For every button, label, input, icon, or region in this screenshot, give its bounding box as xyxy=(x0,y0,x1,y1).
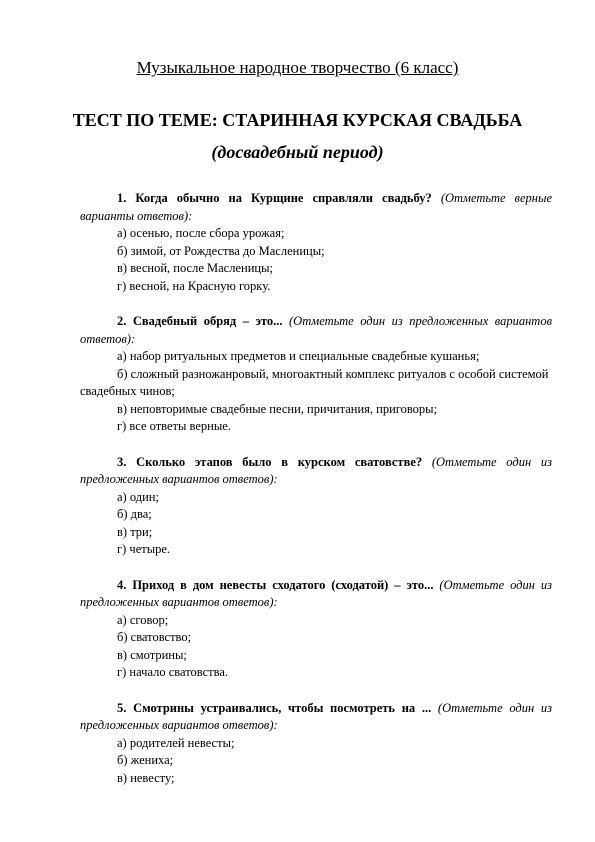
question-header xyxy=(80,700,552,735)
question-text: 2. Свадебный обряд – это... xyxy=(117,314,283,328)
test-title-main: ТЕСТ ПО ТЕМЕ: СТАРИННАЯ КУРСКАЯ СВАДЬБА xyxy=(72,110,523,130)
question-list xyxy=(80,190,553,805)
answer-option: г) начало сватовства. xyxy=(117,665,229,679)
answer-option: б) сложный разножанровый, многоактный комплекс ритуалов с особой системой свадебных чинов; xyxy=(80,366,549,398)
answer-option: б) сватовство; xyxy=(117,630,192,644)
answer-option: в) три; xyxy=(117,524,153,539)
question-text: 1. Когда обычно на Курщине справляли свадьбу? xyxy=(117,191,432,205)
question-5 xyxy=(80,700,552,788)
answer-option: а) осенью, после сбора урожая; xyxy=(117,226,285,240)
answer-option: б) зимой, от Рождества до Масленицы; xyxy=(117,243,325,258)
answer-option: г) все ответы верные. xyxy=(117,419,231,433)
question-3 xyxy=(80,454,553,559)
question-hint: (Отметьте один из предложенных вариантов ответов): xyxy=(80,314,552,346)
subject-heading: Музыкальное народное творчество (6 класс) xyxy=(136,58,459,77)
question-1 xyxy=(80,190,552,295)
answer-option: а) сговор; xyxy=(117,612,169,627)
test-title xyxy=(60,104,535,168)
answer-option: а) один; xyxy=(117,489,159,504)
question-text: 4. Приход в дом невесты сходатого (сходатой) – это... xyxy=(117,577,434,592)
answer-option: б) два; xyxy=(117,507,152,521)
answer-option: в) невесту; xyxy=(117,770,175,785)
question-hint: (Отметьте один из предложенных вариантов ответов): xyxy=(80,454,553,486)
question-header xyxy=(80,454,552,489)
answer-option: г) четыре. xyxy=(117,542,171,556)
answer-option: б) жениха; xyxy=(117,753,174,767)
answer-option: г) весной, на Красную горку. xyxy=(117,278,271,293)
question-text: 5. Смотрины устраивались, чтобы посмотреть на ... xyxy=(117,700,432,715)
question-header xyxy=(80,190,552,225)
question-header xyxy=(80,577,552,612)
question-hint: (Отметьте верные варианты ответов): xyxy=(80,191,552,223)
answer-option: в) смотрины; xyxy=(117,647,187,662)
answer-option: в) неповторимые свадебные песни, причитания, приговоры; xyxy=(117,401,438,416)
answer-option: а) набор ритуальных предметов и специальные свадебные кушанья; xyxy=(117,349,480,363)
answer-option: в) весной, после Масленицы; xyxy=(117,261,273,275)
question-4 xyxy=(80,577,552,682)
question-header xyxy=(80,313,552,348)
answer-option: а) родителей невесты; xyxy=(117,735,235,750)
question-hint: (Отметьте один из предложенных вариантов ответов): xyxy=(80,577,552,609)
test-title-period: (досвадебный период) xyxy=(211,142,384,162)
question-text: 3. Сколько этапов было в курском сватовстве? xyxy=(117,454,423,469)
question-2 xyxy=(80,313,552,436)
question-hint: (Отметьте один из предложенных вариантов ответов): xyxy=(80,700,552,732)
